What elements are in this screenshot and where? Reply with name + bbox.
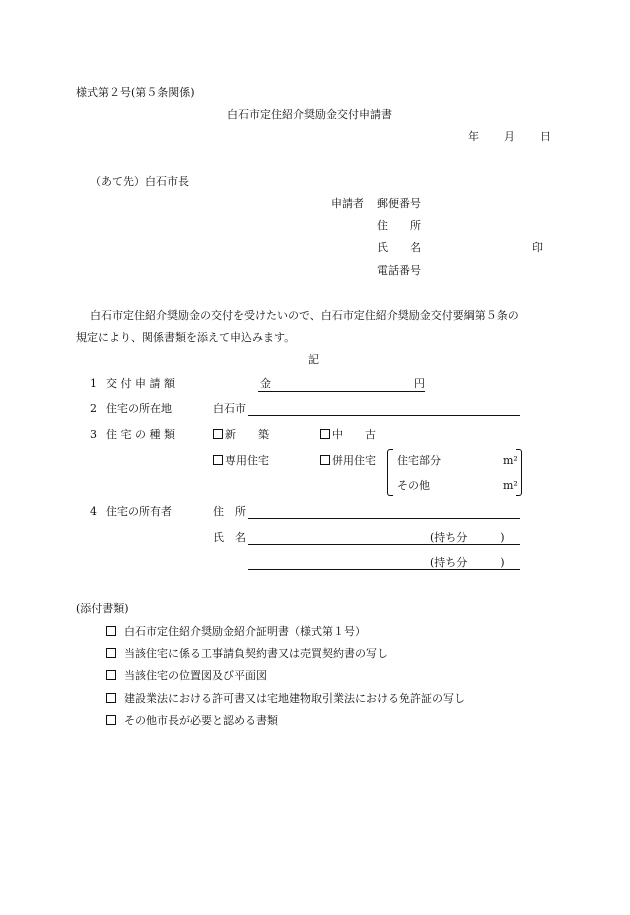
owner-name-underline bbox=[248, 544, 520, 545]
form-number: 様式第２号(第５条関係) bbox=[76, 86, 195, 99]
phone-label: 電話番号 bbox=[377, 264, 421, 277]
checkbox-icon bbox=[320, 455, 330, 465]
checkbox-icon bbox=[106, 715, 116, 725]
item-3-number: 3 bbox=[90, 428, 97, 441]
amount-underline bbox=[258, 391, 425, 392]
amount-kin: 金 bbox=[260, 377, 271, 390]
applicant-label: 申請者 bbox=[331, 197, 364, 210]
checkbox-icon bbox=[106, 626, 116, 636]
address-label: 住 所 bbox=[377, 219, 421, 232]
owner-name2-underline bbox=[248, 569, 520, 570]
item-1-number: 1 bbox=[90, 377, 97, 390]
item-4-label: 住宅の所有者 bbox=[106, 505, 172, 518]
owner-address-underline bbox=[248, 518, 520, 519]
checkbox-combined[interactable]: 併用住宅 bbox=[320, 455, 376, 466]
attachment-item[interactable]: 建設業法における許可書又は宅地建物取引業法における免許証の写し bbox=[106, 693, 465, 704]
body-line-1: 白石市定住紹介奨励金の交付を受けたいので、白石市定住紹介奨励金交付要綱第５条の bbox=[90, 309, 519, 322]
item-2-number: 2 bbox=[90, 402, 97, 415]
form-title: 白石市定住紹介奨励金交付申請書 bbox=[227, 108, 392, 121]
item-4-number: 4 bbox=[90, 505, 97, 518]
residential-part-label: 住宅部分 bbox=[397, 454, 441, 467]
item-1-label: 交 付 申 請 額 bbox=[106, 377, 175, 390]
other-part-unit: m² bbox=[503, 479, 518, 492]
checkbox-icon bbox=[213, 429, 223, 439]
name-label: 氏 名 bbox=[377, 241, 421, 254]
owner-address-label: 住 所 bbox=[213, 505, 246, 518]
seal-mark: 印 bbox=[532, 241, 543, 254]
residential-part-unit: m² bbox=[503, 454, 518, 467]
ki-mark: 記 bbox=[308, 353, 319, 366]
owner-share-1: (持ち分 ) bbox=[430, 531, 505, 544]
checkbox-icon bbox=[106, 670, 116, 680]
owner-name-label: 氏 名 bbox=[213, 531, 246, 544]
location-underline bbox=[248, 415, 520, 416]
bracket-left bbox=[387, 449, 393, 496]
attachment-item[interactable]: 当該住宅に係る工事請負契約書又は売買契約書の写し bbox=[106, 648, 388, 659]
checkbox-icon bbox=[106, 693, 116, 703]
postal-label: 郵便番号 bbox=[377, 197, 421, 210]
location-prefix: 白石市 bbox=[213, 402, 246, 415]
attachment-item[interactable]: 白石市定住紹介奨励金紹介証明書（様式第１号） bbox=[106, 626, 366, 637]
item-2-label: 住宅の所在地 bbox=[106, 402, 172, 415]
item-3-label: 住 宅 の 種 類 bbox=[106, 428, 175, 441]
attachment-item[interactable]: その他市長が必要と認める書類 bbox=[106, 715, 278, 726]
checkbox-exclusive[interactable]: 専用住宅 bbox=[213, 455, 269, 466]
body-line-2: 規定により、関係書類を添えて申込みます。 bbox=[76, 331, 296, 344]
attachments-heading: (添付書類) bbox=[76, 602, 129, 615]
checkbox-icon bbox=[106, 648, 116, 658]
attachment-item[interactable]: 当該住宅の位置図及び平面図 bbox=[106, 670, 267, 681]
checkbox-icon bbox=[320, 429, 330, 439]
date-year: 年 bbox=[468, 130, 479, 143]
amount-yen: 円 bbox=[414, 377, 425, 390]
date-month: 月 bbox=[504, 130, 515, 143]
other-part-label: その他 bbox=[397, 479, 430, 492]
owner-share-2: (持ち分 ) bbox=[430, 556, 505, 569]
addressee: （あて先）白石市長 bbox=[90, 175, 189, 188]
checkbox-new[interactable]: 新 築 bbox=[213, 429, 269, 440]
date-day: 日 bbox=[540, 130, 551, 143]
checkbox-icon bbox=[213, 455, 223, 465]
checkbox-used[interactable]: 中 古 bbox=[320, 429, 376, 440]
